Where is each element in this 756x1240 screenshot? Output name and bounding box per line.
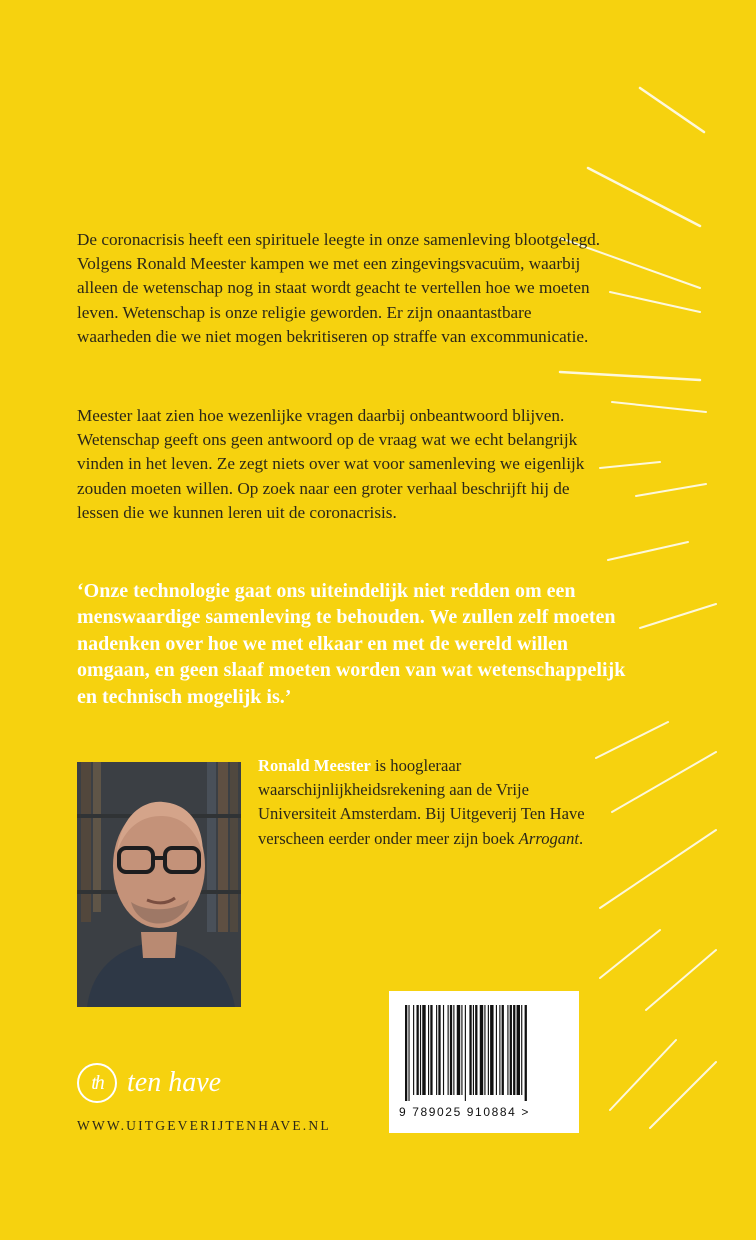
barcode-bar [436, 1005, 437, 1095]
publisher-name: ten have [127, 1067, 222, 1098]
barcode-bar [507, 1005, 508, 1095]
barcode-digits: 9 789025 910884 > [399, 1105, 530, 1119]
pull-quote: ‘Onze technologie gaat ons uiteindelijk niet redden om een menswaardige samenleving te behouden. We zullen zelf moeten nadenken over hoe we met elkaar en met de wereld willen omgaan, en geen slaaf moeten worden van wat wetenschappelijk en technisch mogelijk is.’ [77, 580, 626, 708]
barcode-bar [469, 1005, 471, 1095]
barcode-bar [502, 1005, 504, 1095]
author-bio-end: . [579, 828, 584, 848]
barcode-bars [403, 1005, 565, 1101]
barcode-bar [513, 1005, 515, 1095]
author-name: Ronald Meester [258, 756, 371, 775]
barcode-bar [490, 1005, 493, 1095]
barcode-bar [510, 1005, 512, 1095]
barcode-bar [461, 1005, 462, 1095]
barcode-bar [525, 1005, 527, 1101]
barcode-bar [475, 1005, 477, 1095]
barcode-bar [484, 1005, 485, 1095]
barcode-bar [521, 1005, 522, 1095]
barcode-bar [420, 1005, 421, 1095]
barcode-bar [450, 1005, 452, 1095]
barcode-bar [453, 1005, 454, 1095]
author-bio-text: is hoogleraar waarschijnlijkheidsrekening aan de Vrije Universiteit Amsterdam. Bij Uitgeverij Ten Have verscheen eerder onder meer zijn boek [258, 756, 585, 848]
isbn-barcode [389, 991, 579, 1133]
barcode-bar [465, 1005, 466, 1101]
barcode-bar [430, 1005, 432, 1095]
barcode-bar [480, 1005, 483, 1095]
publisher-website: WWW.UITGEVERIJTENHAVE.NL [77, 1118, 331, 1133]
previous-book-title: Arrogant [518, 828, 579, 848]
barcode-bar [413, 1005, 414, 1095]
blurb-paragraph-2: Meester laat zien hoe wezenlijke vragen daarbij onbeantwoord blijven. Wetenschap geeft ons geen antwoord op de vraag wat we echt belangrijk vinden in het leven. Ze zegt niets over wat voor samenleving we eigenlijk zouden moeten willen. Op zoek naar een groter verhaal beschrijft hij de lessen die we kunnen leren uit de coronacrisis. [77, 406, 585, 522]
publisher-monogram-icon: th [77, 1063, 117, 1103]
barcode-bar [488, 1005, 489, 1095]
barcode-bar [405, 1005, 407, 1101]
barcode-bar [417, 1005, 419, 1095]
blurb-paragraph-1: De coronacrisis heeft een spirituele leegte in onze samenleving blootgelegd. Volgens Ronald Meester kampen we met een zingevingsvacuüm, waarbij alleen de wetenschap nog in staat wordt geacht te vertellen hoe we moeten leven. Wetenschap is onze religie geworden. Er zijn onaantastbare waarheden die we niet mogen bekritiseren op straffe van excommunicatie. [77, 230, 601, 346]
author-photo [77, 762, 241, 1007]
barcode-bar [457, 1005, 460, 1095]
barcode-bar [499, 1005, 500, 1095]
barcode-bar [428, 1005, 429, 1095]
barcode-bar [438, 1005, 440, 1095]
barcode-bar [422, 1005, 425, 1095]
publisher-logo [77, 1060, 221, 1106]
barcode-bar [517, 1005, 520, 1095]
barcode-bar [473, 1005, 474, 1095]
barcode-bar [443, 1005, 444, 1095]
barcode-bar [408, 1005, 409, 1101]
barcode-bar [496, 1005, 497, 1095]
barcode-bar [448, 1005, 449, 1095]
author-bio [258, 754, 598, 851]
